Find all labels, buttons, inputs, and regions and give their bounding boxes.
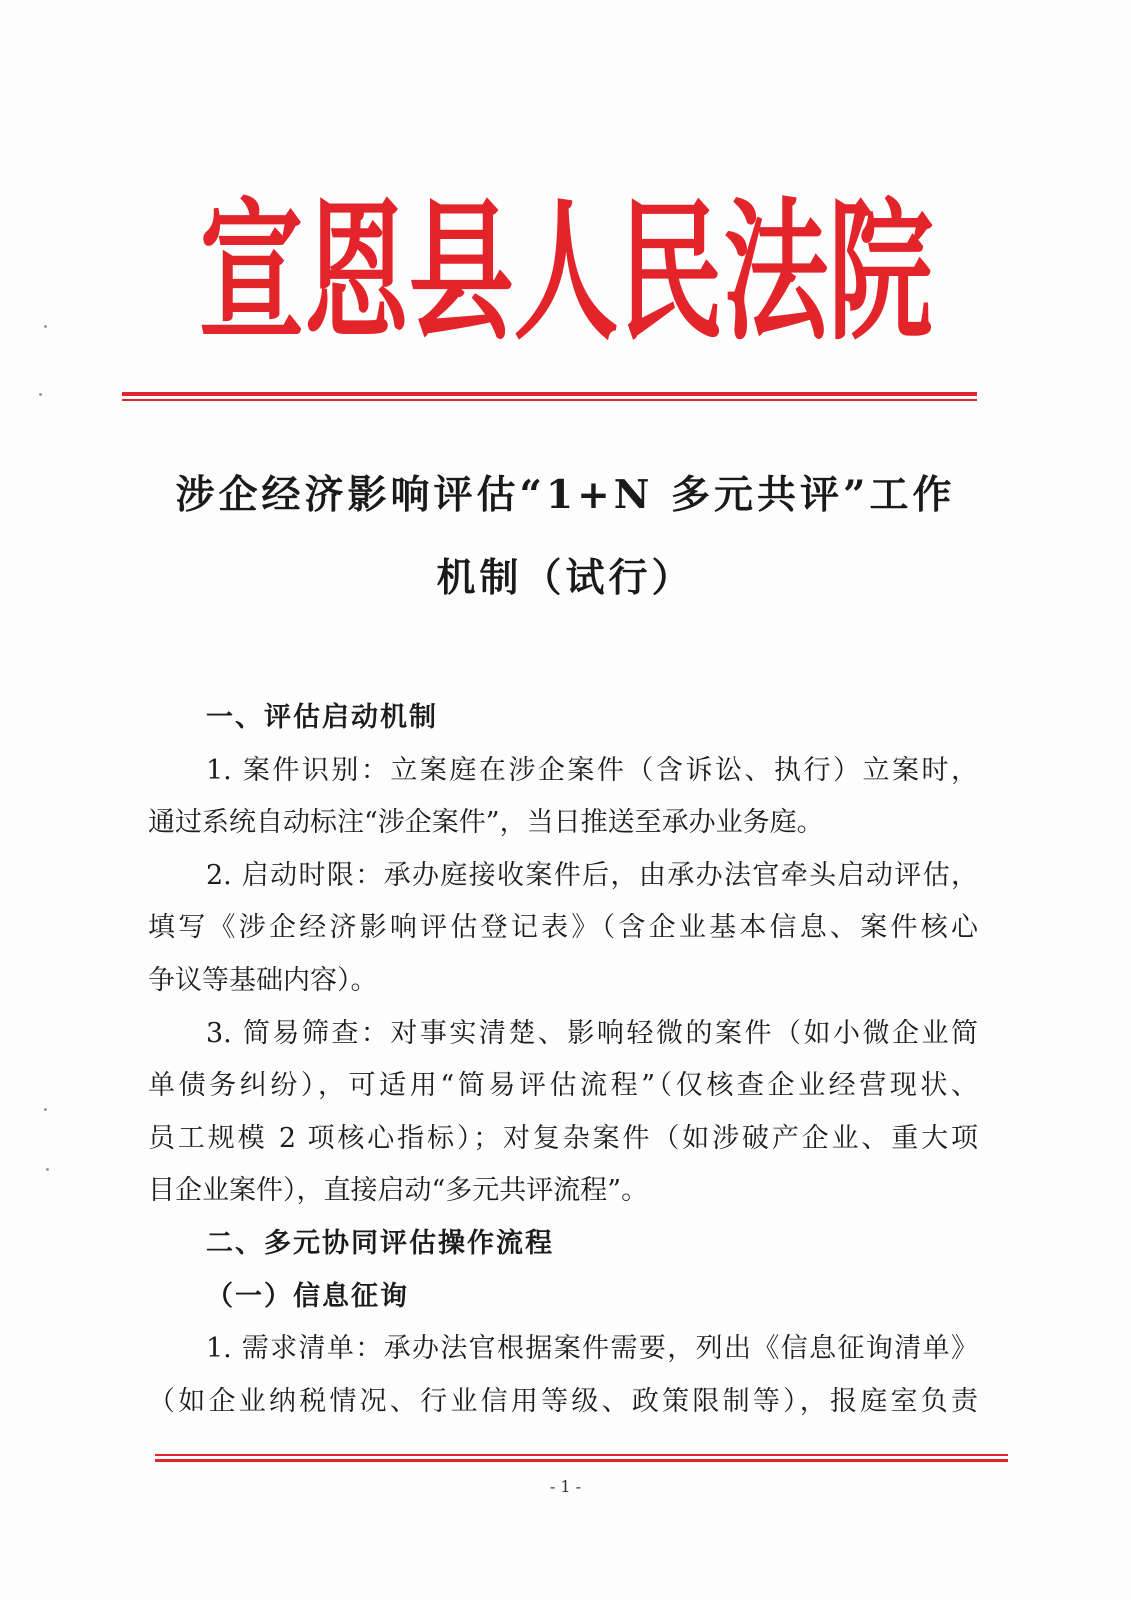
section-heading-1: 一、评估启动机制 xyxy=(206,702,438,733)
paragraph-line: 填写《涉企经济影响评估登记表》（含企业基本信息、案件核心 xyxy=(148,912,978,944)
paragraph-line: 员工规模 2 项核心指标）；对复杂案件（如涉破产企业、重大项 xyxy=(148,1122,978,1154)
scan-speck xyxy=(44,1108,47,1111)
subsection-heading-1: （一）信息征询 xyxy=(206,1280,409,1312)
header-red-rule-thin xyxy=(122,399,977,401)
scan-speck xyxy=(44,325,47,328)
paragraph-line: （如企业纳税情况、行业信用等级、政策限制等），报庭室负责 xyxy=(148,1385,978,1417)
paragraph-line: 1. 需求清单：承办法官根据案件需要，列出《信息征询清单》 xyxy=(206,1333,978,1365)
court-name-text: 宣恩县人民法院 xyxy=(198,182,933,361)
header-red-rule-thick xyxy=(122,392,977,396)
document-title-line-1: 涉企经济影响评估“1+N 多元共评”工作 xyxy=(175,472,956,518)
court-red-header xyxy=(0,182,1131,361)
paragraph-line: 1. 案件识别：立案庭在涉企案件（含诉讼、执行）立案时， xyxy=(206,754,978,786)
scan-speck xyxy=(46,1168,49,1171)
scan-speck xyxy=(39,393,42,396)
footer-red-rule-thin xyxy=(155,1454,1008,1456)
paragraph-line: 2. 启动时限：承办庭接收案件后，由承办法官牵头启动评估， xyxy=(206,859,978,891)
document-title-line-2: 机制（试行） xyxy=(436,555,695,601)
paragraph-line: 单债务纠纷），可适用“简易评估流程”（仅核查企业经营现状、 xyxy=(148,1070,978,1102)
page-number: - 1 - xyxy=(549,1477,582,1496)
paragraph-line: 通过系统自动标注“涉企案件”，当日推送至承办业务庭。 xyxy=(148,807,824,839)
footer-red-rule-thick xyxy=(155,1459,1008,1462)
paragraph-line: 目企业案件），直接启动“多元共评流程”。 xyxy=(148,1175,649,1207)
section-heading-2: 二、多元协同评估操作流程 xyxy=(206,1227,554,1259)
paragraph-line: 争议等基础内容）。 xyxy=(148,964,378,996)
document-body xyxy=(148,692,978,1428)
paragraph-line: 3. 简易筛查：对事实清楚、影响轻微的案件（如小微企业简 xyxy=(206,1017,978,1049)
